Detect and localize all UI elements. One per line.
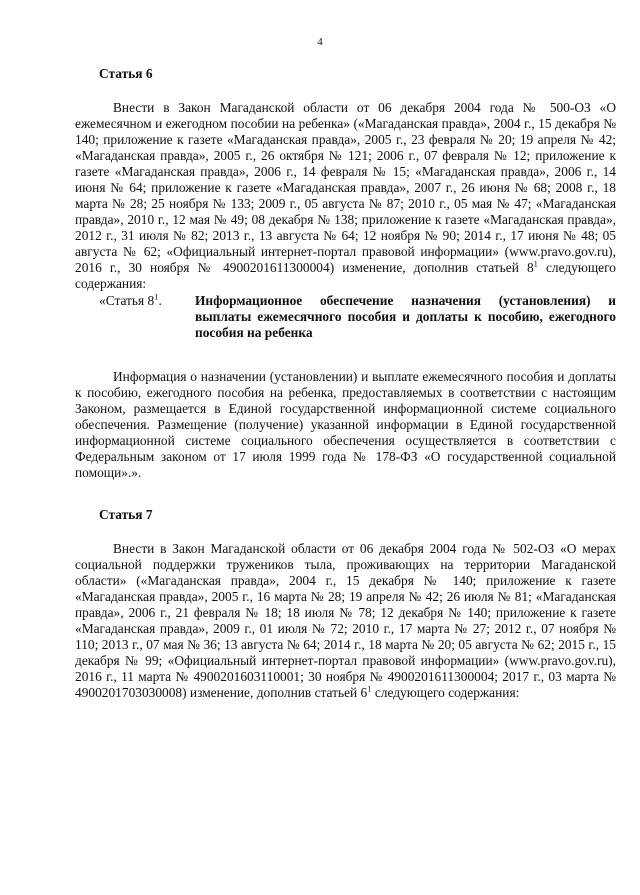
- new-article-label-prefix: «Статья 8: [99, 293, 155, 308]
- new-article-label-superscript: 1: [154, 291, 159, 302]
- page-number: 4: [317, 36, 323, 48]
- new-article-8-1-header: [99, 293, 616, 341]
- article-7-intro-superscript: 1: [367, 683, 372, 694]
- article-6-heading: Статья 6: [99, 66, 153, 81]
- article-6-intro-tail: следующего содержания:: [75, 260, 616, 291]
- article-7-intro: [75, 541, 616, 701]
- article-7-intro-tail: следующего содержания:: [371, 685, 520, 700]
- document-body: [75, 58, 616, 701]
- new-article-label: [99, 293, 195, 341]
- article-7-heading: Статья 7: [99, 507, 153, 522]
- article-6-intro-text: Внести в Закон Магаданской области от 06 декабря 2004 года № 500-ОЗ «О ежемесячном и ежегодном пособии на ребенка» («Магаданская правда», 2004 г., 15 декабря № 140; приложение к газете «Магаданская правда», 2005 г., 23 февраля № 20; 19 апреля № 42; «Магаданская правда», 2005 г., 26 октября № 121; 2006 г., 07 февраля № 12; приложение к газете «Магаданская правда», 2006 г., 14 февраля № 15; «Магаданская правда», 2006 г., 14 июня № 64; приложение к газете «Магаданская правда», 2007 г., 26 июня № 68; 2008 г., 18 марта № 28; 25 ноября № 133; 2009 г., 05 августа № 87; 2010 г., 05 мая № 47; «Магаданская правда», 2010 г., 12 мая № 49; 08 декабря № 138; приложение к газете «Магаданская правда», 2012 г., 31 июля № 82; 2013 г., 13 августа № 64; 12 ноября № 90; 2014 г., 17 июня № 48; 05 августа № 62; «Официальный интернет-портал правовой информации» (www.pravo.gov.ru), 2016 г., 30 ноября № 4900201611300004) изменение, дополнив статьей 8: [75, 100, 616, 275]
- article-7-intro-text: Внести в Закон Магаданской области от 06 декабря 2004 года № 502-ОЗ «О мерах социальной поддержки тружеников тыла, проживающих на территории Магаданской области» («Магаданская правда», 2004 г., 15 декабря № 140; приложение к газете «Магаданская правда», 2005 г., 16 марта № 28; 19 апреля № 42; 26 июля № 81; «Магаданская правда», 2006 г., 21 февраля № 18; 18 июля № 78; 12 декабря № 140; приложение к газете «Магаданская правда», 2009 г., 01 июля № 72; 2010 г., 17 марта № 27; 2012 г., 07 ноября № 110; 2013 г., 07 мая № 36; 13 августа № 64; 2014 г., 18 марта № 20; 05 августа № 62; 2015 г., 15 декабря № 99; «Официальный интернет-портал правовой информации» (www.pravo.gov.ru), 2016 г., 11 марта № 4900201603110001; 30 ноября № 4900201611300004; 2017 г., 03 марта № 4900201703030008) изменение, дополнив статьей 6: [75, 541, 616, 700]
- article-6-intro: [75, 100, 616, 292]
- new-article-label-suffix: .: [158, 293, 162, 308]
- new-article-title: Информационное обеспечение назначения (установления) и выплаты ежемесячного пособия и доплаты к пособию, ежегодного пособия на ребенка: [195, 293, 616, 340]
- new-article-body: Информация о назначении (установлении) и выплате ежемесячного пособия и доплаты к пособию, ежегодного пособия на ребенка, предоставляемых в соответствии с настоящим Законом, размещается в Единой государственной информационной системе социального обеспечения. Размещение (получение) указанной информации в Единой государственной информационной системе социального обеспечения осуществляется в соответствии с Федеральным законом от 17 июля 1999 года № 178-ФЗ «О государственной социальной помощи».».: [75, 369, 616, 480]
- article-6-intro-superscript: 1: [533, 258, 538, 269]
